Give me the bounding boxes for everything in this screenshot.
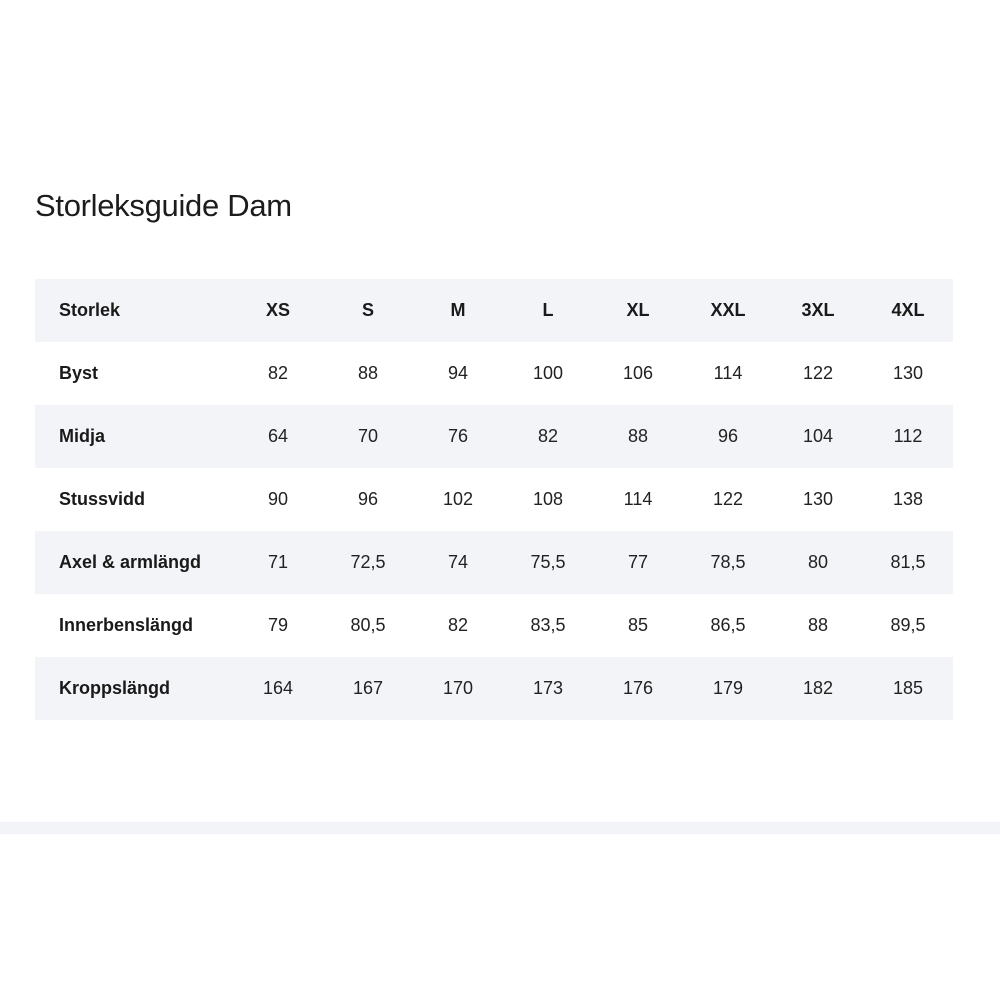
measurement-cell: 96 bbox=[357, 489, 379, 509]
measurement-cell: 176 bbox=[622, 678, 654, 698]
measurement-cell: 78,5 bbox=[710, 552, 746, 572]
measurement-cell: 104 bbox=[802, 426, 834, 446]
measurement-cell: 85 bbox=[627, 615, 649, 635]
footer-divider bbox=[0, 822, 1000, 834]
measurement-cell: 100 bbox=[532, 363, 564, 383]
table-row bbox=[35, 405, 953, 468]
measurement-cell: 81,5 bbox=[890, 552, 926, 572]
table-row bbox=[35, 468, 953, 531]
measurement-cell: 114 bbox=[623, 489, 653, 509]
size-header: XL bbox=[626, 300, 650, 320]
measurement-cell: 185 bbox=[892, 678, 924, 698]
measurement-cell: 77 bbox=[627, 552, 649, 572]
table-row bbox=[35, 657, 953, 720]
measurement-cell: 71 bbox=[267, 552, 289, 572]
measurement-cell: 64 bbox=[267, 426, 289, 446]
table-header-row bbox=[35, 279, 953, 342]
table-body bbox=[35, 342, 953, 720]
page-title: Storleksguide Dam bbox=[35, 188, 292, 223]
measurement-cell: 130 bbox=[802, 489, 834, 509]
measurement-cell: 82 bbox=[267, 363, 289, 383]
measurement-cell: 74 bbox=[447, 552, 469, 572]
measurement-cell: 80,5 bbox=[350, 615, 386, 635]
row-label: Byst bbox=[59, 363, 99, 383]
size-header: 3XL bbox=[801, 300, 835, 320]
measurement-cell: 179 bbox=[712, 678, 744, 698]
measurement-cell: 122 bbox=[712, 489, 744, 509]
size-header: L bbox=[542, 300, 554, 320]
size-header: XS bbox=[265, 300, 290, 320]
size-header: XXL bbox=[710, 300, 746, 320]
measurement-cell: 173 bbox=[532, 678, 564, 698]
measurement-cell: 70 bbox=[357, 426, 379, 446]
measurement-cell: 83,5 bbox=[530, 615, 566, 635]
measurement-cell: 108 bbox=[532, 489, 564, 509]
measurement-cell: 80 bbox=[807, 552, 829, 572]
measurement-cell: 79 bbox=[267, 615, 289, 635]
measurement-cell: 75,5 bbox=[530, 552, 566, 572]
measurement-cell: 138 bbox=[892, 489, 924, 509]
size-header: 4XL bbox=[891, 300, 925, 320]
measurement-cell: 82 bbox=[537, 426, 559, 446]
measurement-cell: 86,5 bbox=[710, 615, 746, 635]
size-header: S bbox=[361, 300, 374, 320]
measurement-cell: 88 bbox=[807, 615, 829, 635]
size-header: M bbox=[450, 300, 466, 320]
table-row bbox=[35, 531, 953, 594]
measurement-cell: 89,5 bbox=[890, 615, 926, 635]
table-row bbox=[35, 342, 953, 405]
row-label: Stussvidd bbox=[59, 489, 146, 509]
measurement-cell: 182 bbox=[802, 678, 834, 698]
measurement-cell: 94 bbox=[447, 363, 469, 383]
header-label: Storlek bbox=[59, 300, 121, 320]
measurement-cell: 112 bbox=[893, 426, 923, 446]
measurement-cell: 122 bbox=[802, 363, 834, 383]
measurement-cell: 88 bbox=[357, 363, 379, 383]
measurement-cell: 82 bbox=[447, 615, 469, 635]
size-guide-table bbox=[35, 279, 953, 720]
measurement-cell: 130 bbox=[892, 363, 924, 383]
measurement-cell: 88 bbox=[627, 426, 649, 446]
measurement-cell: 167 bbox=[352, 678, 384, 698]
table-row bbox=[35, 594, 953, 657]
measurement-cell: 170 bbox=[442, 678, 474, 698]
measurement-cell: 114 bbox=[713, 363, 743, 383]
measurement-cell: 90 bbox=[267, 489, 289, 509]
row-label: Innerbenslängd bbox=[59, 615, 194, 635]
measurement-cell: 96 bbox=[717, 426, 739, 446]
measurement-cell: 106 bbox=[622, 363, 654, 383]
row-label: Axel & armlängd bbox=[59, 552, 202, 572]
row-label: Midja bbox=[59, 426, 106, 446]
measurement-cell: 76 bbox=[447, 426, 469, 446]
measurement-cell: 72,5 bbox=[350, 552, 386, 572]
measurement-cell: 102 bbox=[442, 489, 474, 509]
row-label: Kroppslängd bbox=[59, 678, 170, 698]
measurement-cell: 164 bbox=[262, 678, 294, 698]
